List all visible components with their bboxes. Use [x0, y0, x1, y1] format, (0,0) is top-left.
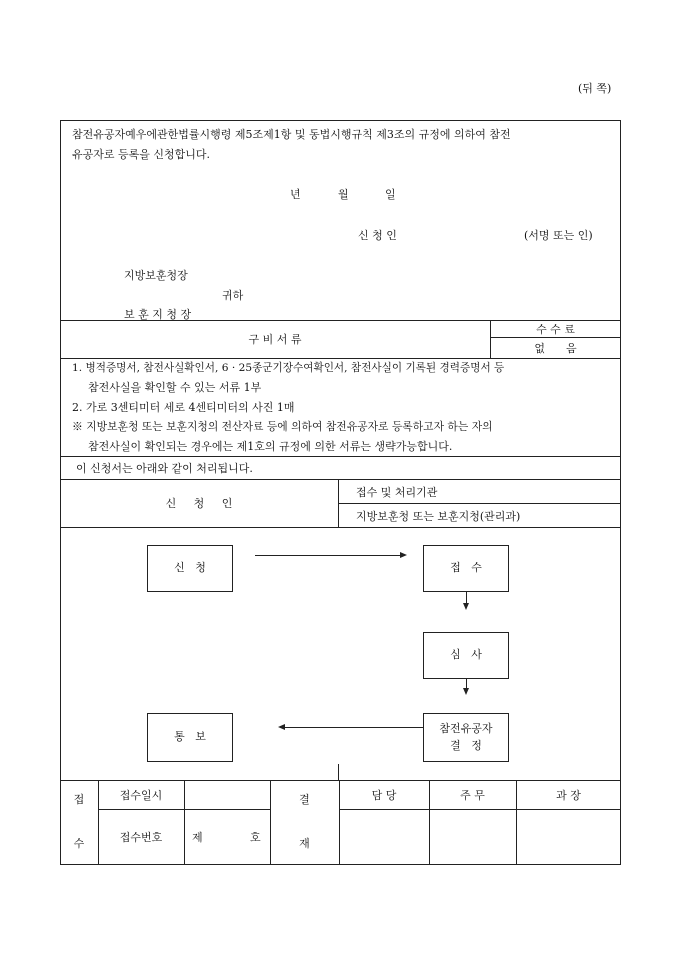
receipt-number-suffix: 호 [250, 831, 261, 844]
document-item-2: 2. 가로 3센티미터 세로 4센티미터의 사진 1매 [72, 401, 295, 414]
approval-side-top: 결 [299, 793, 310, 806]
receipt-date-label: 접수일시 [119, 788, 163, 802]
divider [60, 358, 621, 359]
approval-role-3: 과 장 [556, 788, 581, 802]
flow-review-box [423, 632, 509, 679]
approval-side-bottom: 재 [299, 837, 310, 850]
document-item-1-line-2: 참전사실을 확인할 수 있는 서류 1부 [88, 381, 262, 394]
document-item-1-line-1: 1. 병적증명서, 참전사실확인서, 6 · 25종군기장수여확인서, 참전사실이 기록된 경력증명서 등 [72, 362, 505, 374]
statement-line-2: 유공자로 등록을 신청합니다. [72, 148, 211, 161]
divider [60, 527, 621, 528]
flow-decision-label-2: 결 정 [450, 738, 482, 752]
approval-sign-2[interactable] [429, 809, 516, 865]
honorific: 귀하 [222, 289, 244, 302]
addressee-1: 지방보훈청장 [124, 269, 188, 282]
page-side-label: (뒤 쪽) [578, 82, 612, 95]
divider [338, 764, 339, 780]
fee-label: 수 수 료 [536, 322, 575, 336]
flow-arrow-decision-to-notify [285, 727, 423, 728]
arrow-head-down-icon [463, 688, 469, 695]
approval-sign-3[interactable] [516, 809, 621, 865]
flow-receive-label: 접 수 [450, 561, 482, 575]
date-day-label: 일 [385, 188, 396, 201]
flow-apply-label: 신 청 [174, 561, 206, 575]
receipt-side-top: 접 [73, 793, 85, 806]
flow-decision-box [423, 713, 509, 762]
signature-label: (서명 또는 인) [524, 229, 593, 242]
documents-header: 구 비 서 류 [248, 333, 302, 346]
flow-apply-box [147, 545, 233, 592]
approval-role-2: 주 무 [460, 788, 485, 802]
approval-sign-1[interactable] [339, 809, 429, 865]
flow-notify-box [147, 713, 233, 762]
note-line-2: 참전사실이 확인되는 경우에는 제1호의 규정에 의한 서류는 생략가능합니다. [88, 440, 453, 453]
flow-arrow-apply-to-receive [255, 555, 401, 556]
flow-receive-box [423, 545, 509, 592]
receipt-date-value[interactable] [184, 780, 270, 809]
applicant-label: 신 청 인 [358, 229, 397, 242]
addressee-2: 보 훈 지 청 장 [124, 308, 192, 321]
arrow-head-down-icon [463, 603, 469, 610]
flow-decision-label-1: 참전유공자 [439, 722, 493, 735]
divider [60, 456, 621, 457]
flow-notify-label: 통 보 [174, 730, 206, 744]
statement-line-1: 참전유공자예우에관한법률시행령 제5조제1항 및 동법시행규칙 제3조의 규정에 의하여 참전 [72, 128, 511, 141]
arrow-head-right-icon [400, 552, 407, 558]
process-applicant: 신 청 인 [165, 497, 233, 510]
flow-review-label: 심 사 [450, 648, 482, 662]
receipt-number-label: 접수번호 [119, 831, 163, 844]
date-year-label: 년 [290, 188, 301, 201]
agency-header: 접수 및 처리기관 [356, 486, 438, 499]
approval-role-1: 담 당 [371, 788, 397, 802]
date-month-label: 월 [338, 188, 349, 201]
receipt-side-bottom: 수 [73, 837, 85, 850]
note-line-1: ※ 지방보훈청 또는 보훈지청의 전산자료 등에 의하여 참전유공자로 등록하고자 하는 자의 [72, 420, 493, 433]
divider [338, 503, 621, 504]
process-intro: 이 신청서는 아래와 같이 처리됩니다. [76, 462, 253, 475]
fee-value: 없 음 [534, 341, 577, 355]
receipt-number-prefix: 제 [192, 831, 203, 844]
arrow-head-left-icon [278, 724, 285, 730]
agency-name: 지방보훈청 또는 보훈지청(관리과) [356, 510, 521, 523]
